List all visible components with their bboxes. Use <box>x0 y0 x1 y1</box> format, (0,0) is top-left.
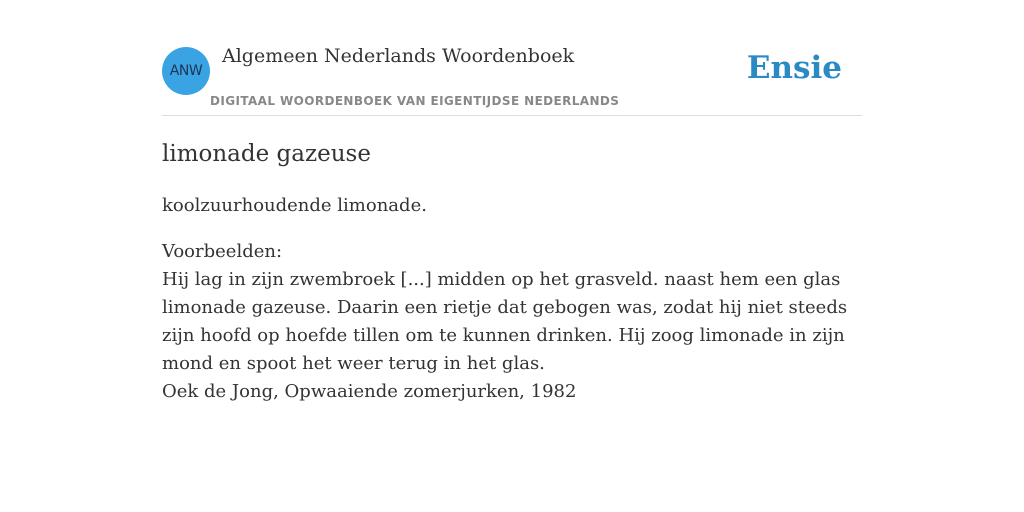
examples-section <box>162 238 862 406</box>
site-subtitle: DIGITAAL WOORDENBOEK VAN EIGENTIJDSE NEDERLANDS <box>210 94 620 108</box>
examples-label: Voorbeelden: <box>162 241 283 262</box>
header <box>162 0 862 116</box>
entry-headword: limonade gazeuse <box>162 141 371 167</box>
example-text: Hij lag in zijn zwembroek [...] midden op het grasveld. naast hem een glas limonade gazeuse. Daarin een rietje dat gebogen was, zodat hij niet steeds zijn hoofd op hoefde tillen om te kunnen drinken. Hij zoog limonade in zijn mond en spoot het weer terug in het glas. <box>162 269 848 374</box>
example-source: Oek de Jong, Opwaaiende zomerjurken, 1982 <box>162 381 577 402</box>
entry-definition: koolzuurhoudende limonade. <box>162 195 427 216</box>
ensie-brand-logo[interactable]: Ensie <box>746 50 842 86</box>
site-title[interactable]: Algemeen Nederlands Woordenboek <box>222 45 575 67</box>
entry-content <box>162 138 862 406</box>
anw-logo[interactable]: ANW <box>162 47 210 95</box>
